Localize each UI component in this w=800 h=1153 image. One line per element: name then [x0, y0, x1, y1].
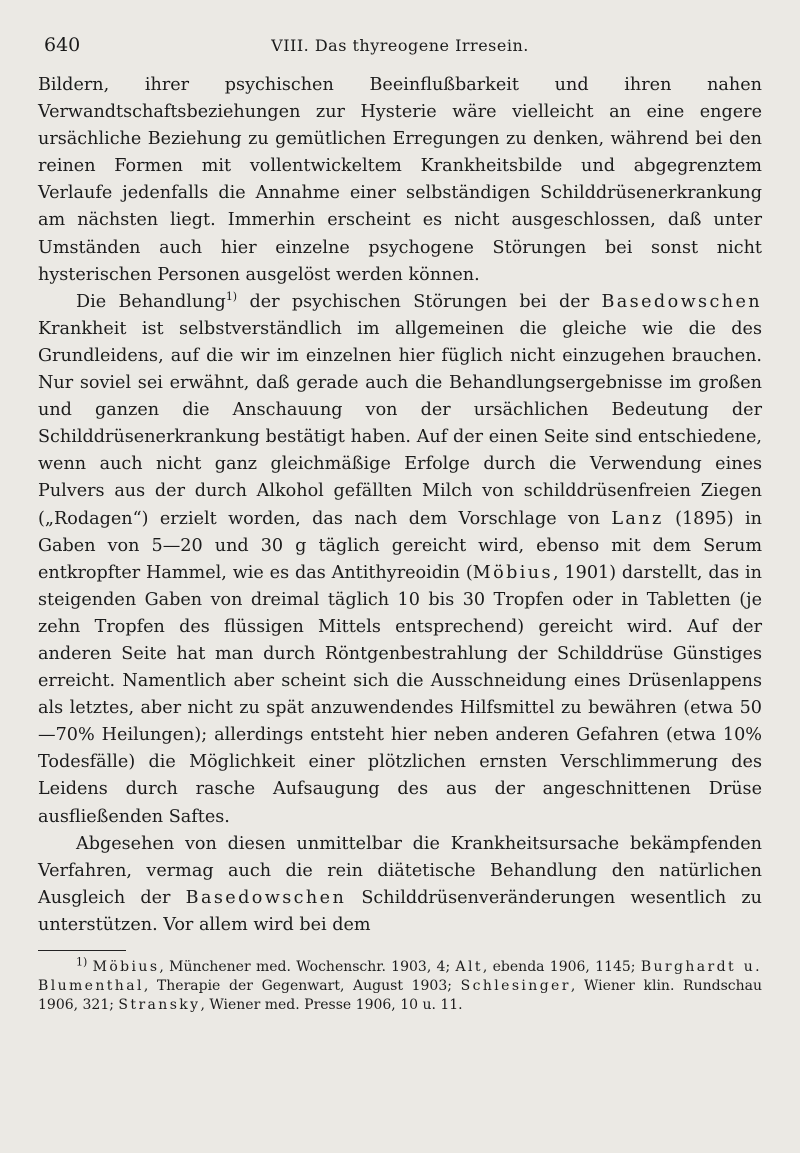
spaced-name: Burghardt u. Blumenthal	[38, 959, 762, 994]
text-run: Abgesehen von diesen unmittelbar die Krankheitsursache bekämpfenden Verfahren, vermag auch die rein diätetische Behandlung den natürlichen Ausgleich der	[38, 833, 762, 908]
footnote-1	[38, 955, 762, 1015]
text-run: , 1901) darstellt, das in steigenden Gaben von dreimal täglich 10 bis 30 Tropfen oder in Tabletten (je zehn Tropfen des flüssigen Mittels entsprechend) gereicht wird. Auf der anderen Seite hat man durch Röntgenbestrahlung der Schilddrüse Günstiges erreicht. Namentlich aber scheint sich die Ausschneidung eines Drüsenlappens als letztes, aber nicht zu spät anzuwendendes Hilfsmittel zu bewähren (etwa 50—70% Heilungen); allerdings entsteht hier neben anderen Gefahren (etwa 10% Todesfälle) die Möglichkeit einer plötzlichen ernsten Verschlimmerung des Leidens durch rasche Aufsaugung des aus der angeschnittenen Drüse ausfließenden Saftes.	[38, 562, 762, 827]
spaced-name: Schlesinger	[460, 978, 571, 994]
text-run: , Wiener klin. Rundschau 1906, 321;	[38, 978, 762, 1013]
running-title: VIII. Das thyreogene Irresein.	[271, 36, 529, 55]
spaced-name: Stransky	[118, 997, 201, 1013]
text-run: , Münchener med. Wochenschr. 1903, 4;	[159, 959, 456, 975]
spaced-name: Lanz	[611, 508, 664, 529]
footnote-marker: 1)	[76, 955, 88, 969]
text-run: Krankheit ist selbstverständlich im allgemeinen die gleiche wie die des Grundleidens, auf die wir im einzelnen hier füglich nicht einzugehen brauchen. Nur soviel sei erwähnt, daß gerade auch die Behandlungsergebnisse im großen und ganzen die Anschauung von der ursächlichen Bedeutung der Schilddrüsenerkrankung bestätigt haben. Auf der einen Seite sind entschiedene, wenn auch nicht ganz gleichmäßige Erfolge durch die Verwendung eines Pulvers aus der durch Alkohol gefällten Milch von schilddrüsenfreien Ziegen („Rodagen“) erzielt worden, das nach dem Vorschlage von	[38, 318, 762, 529]
text-run: , Wiener med. Presse 1906, 10 u. 11.	[200, 997, 463, 1013]
footnote-rule	[38, 950, 126, 951]
body-text	[38, 72, 762, 939]
paragraph	[38, 289, 762, 831]
page-header	[38, 30, 762, 54]
text-run: Schilddrüsenveränderungen wesentlich zu unterstützen. Vor allem wird bei dem	[38, 887, 762, 935]
spaced-name: Möbius	[472, 562, 553, 583]
spaced-name: Basedowschen	[601, 291, 762, 312]
text-run: , ebenda 1906, 1145;	[482, 959, 641, 975]
spaced-name: Möbius	[92, 959, 160, 975]
spaced-name: Basedowschen	[185, 887, 347, 908]
footnotes	[38, 955, 762, 1015]
text-run: , Therapie der Gegenwart, August 1903;	[143, 978, 461, 994]
text-run: der psychischen Störungen bei der	[237, 291, 602, 312]
text-run: (1895) in Gaben von 5—20 und 30 g täglich gereicht wird, ebenso mit dem Serum entkropfter Hammel, wie es das Antithyreoidin (	[38, 508, 762, 583]
footnote-marker: 1)	[225, 289, 238, 303]
text-run: Die Behandlung	[76, 291, 226, 312]
page-number: 640	[44, 34, 81, 56]
paragraph	[38, 831, 762, 939]
spaced-name: Alt	[455, 959, 483, 975]
text-run: Bildern, ihrer psychischen Beeinflußbarkeit und ihren nahen Verwandtschaftsbeziehungen zur Hysterie wäre vielleicht an eine engere ursächliche Beziehung zu gemütlichen Erregungen zu denken, während bei den reinen Formen mit vollentwickeltem Krankheitsbilde und abgegrenztem Verlaufe jedenfalls die Annahme einer selbständigen Schilddrüsenerkrankung am nächsten liegt. Immerhin erscheint es nicht ausgeschlossen, daß unter Umständen auch hier einzelne psychogene Störungen bei sonst nicht hysterischen Personen ausgelöst werden können.	[38, 75, 762, 285]
paragraph	[38, 72, 762, 289]
